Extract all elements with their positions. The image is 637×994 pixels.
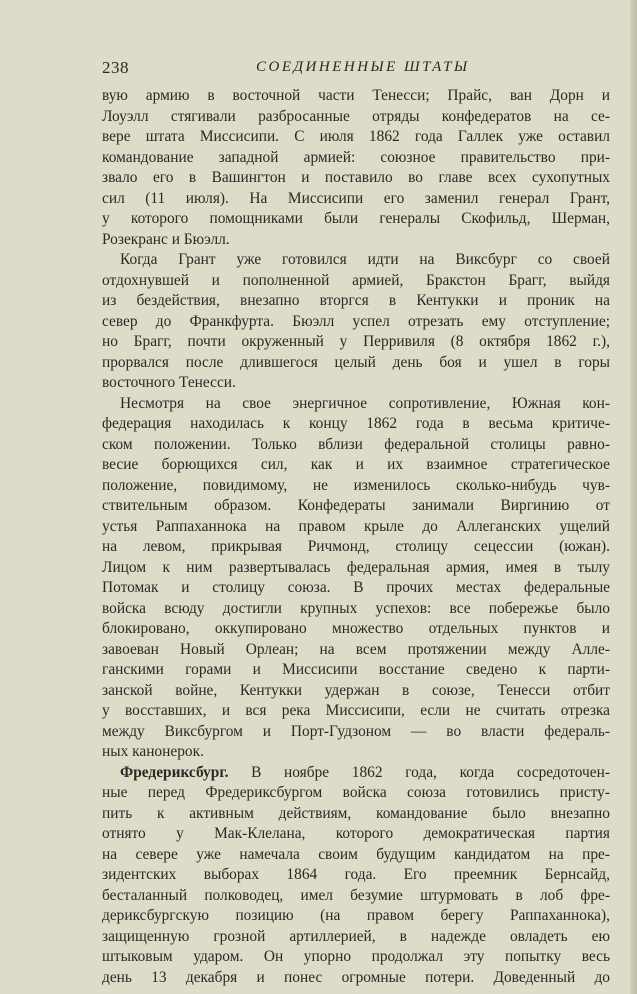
text-line: у восставших, и вся река Миссисипи, если не считать отрезка xyxy=(102,702,610,719)
page-number: 238 xyxy=(102,58,129,77)
text-line: Розекранс и Бюэлл. xyxy=(102,230,230,248)
page-edge-shadow xyxy=(630,0,637,994)
text-line: но Брагг, почти окруженный у Перривиля (8 октября 1862 г.), xyxy=(102,333,610,350)
page-header xyxy=(96,58,608,82)
text-line: север до Франкфурта. Бюэлл успел отрезать ему отступление; xyxy=(102,312,610,330)
text-line: ные перед Фредериксбургом войска союза готовились присту- xyxy=(102,784,610,801)
text-line: ском положении. Только вблизи федеральной столицы равно- xyxy=(102,435,610,453)
text-line: штыковым ударом. Он упорно продолжал эту попытку весь xyxy=(102,948,610,965)
text-line: бесталанный полководец, имел безумие штурмовать в лоб фре- xyxy=(102,886,610,904)
text-line: Потомак и столицу союза. В прочих местах федеральные xyxy=(102,579,610,596)
paragraph-1 xyxy=(102,86,610,250)
text-line: положение, повидимому, не изменилось сколько-нибудь чув- xyxy=(102,476,610,494)
text-line: командование западной армией: союзное правительство при- xyxy=(102,148,610,166)
text-line: занской войне, Кентукки удержан в союзе, Тенесси отбит xyxy=(102,681,610,699)
paragraph-3 xyxy=(102,394,610,763)
text-line: вере штата Миссисипи. С июля 1862 года Галлек уже оставил xyxy=(102,128,610,145)
text-line: Лоуэлл стягивали разбросанные отряды конфедератов на се- xyxy=(102,107,610,125)
text-line: звало его в Вашингтон и поставило во главе всех сухопутных xyxy=(102,169,610,186)
paragraph-4 xyxy=(102,763,610,989)
text-line: Когда Грант уже готовился идти на Виксбург со своей xyxy=(120,251,610,268)
text-line: ганскими горами и Миссисипи восстание сведено к парти- xyxy=(102,661,610,678)
text-line: зидентских выборах 1864 года. Его преемник Бернсайд, xyxy=(102,866,610,883)
text-line: между Виксбургом и Порт-Гудзоном — во власти федераль- xyxy=(102,722,610,740)
text-line: федерация находилась к концу 1862 года в весьма критиче- xyxy=(102,415,610,432)
text-line: вую армию в восточной части Тенесси; Прайс, ван Дорн и xyxy=(102,87,610,104)
text-line: защищенную грозной артиллерией, в надежде овладеть ею xyxy=(102,927,610,945)
text-line: ных канонерок. xyxy=(102,743,204,760)
text-line: пить к активным действиям, командование было внезапно xyxy=(102,804,610,822)
text-line: день 13 декабря и понес огромные потери. Доведенный до xyxy=(102,968,610,986)
section-first-line-text: В ноябре 1862 года, когда сосредоточен- xyxy=(251,763,610,781)
text-line: на левом, прикрывая Ричмонд, столицу сецессии (южан). xyxy=(102,538,610,555)
text-line: отдохнувшей и пополненной армией, Бракстон Брагг, выйдя xyxy=(102,271,610,289)
text-line: из бездействия, внезапно вторгся в Кентукки и проник на xyxy=(102,292,610,309)
text-line: Несмотря на свое энергичное сопротивление, Южная кон- xyxy=(120,394,610,412)
text-line xyxy=(102,763,610,784)
running-title: СОЕДИНЕННЫЕ ШТАТЫ xyxy=(256,59,470,75)
text-line: сил (11 июля). На Миссисипи его заменил генерал Грант, xyxy=(102,189,610,207)
text-line: у которого помощниками были генералы Скофильд, Шерман, xyxy=(102,210,610,227)
text-line: завоеван Новый Орлеан; на всем протяжении между Алле- xyxy=(102,640,610,658)
text-line: Лицом к ним развертывалась федеральная армия, имея в тылу xyxy=(102,558,610,576)
paragraph-2 xyxy=(102,250,610,394)
section-heading: Фредериксбург. xyxy=(120,763,229,781)
text-line: ствительным образом. Конфедераты занимали Виргинию от xyxy=(102,497,610,514)
text-line: прорвался после длившегося целый день боя и ушел в горы xyxy=(102,353,610,371)
text-line: войска всюду достигли крупных успехов: все побережье было xyxy=(102,599,610,617)
text-line: устья Раппаханнока на правом крыле до Аллеганских ущелий xyxy=(102,517,610,535)
text-line: блокировано, оккупировано множество отдельных пунктов и xyxy=(102,620,610,637)
text-line: дериксбургскую позицию (на правом берегу Раппаханнока), xyxy=(102,907,610,924)
text-line: весие борющихся сил, как и их взаимное стратегическое xyxy=(102,456,610,473)
text-line: на севере уже намечала своим будущим кандидатом на пре- xyxy=(102,845,610,863)
text-line: восточного Тенесси. xyxy=(102,374,236,391)
body-text xyxy=(102,86,610,988)
text-line: отнято у Мак-Клелана, которого демократическая партия xyxy=(102,825,610,842)
